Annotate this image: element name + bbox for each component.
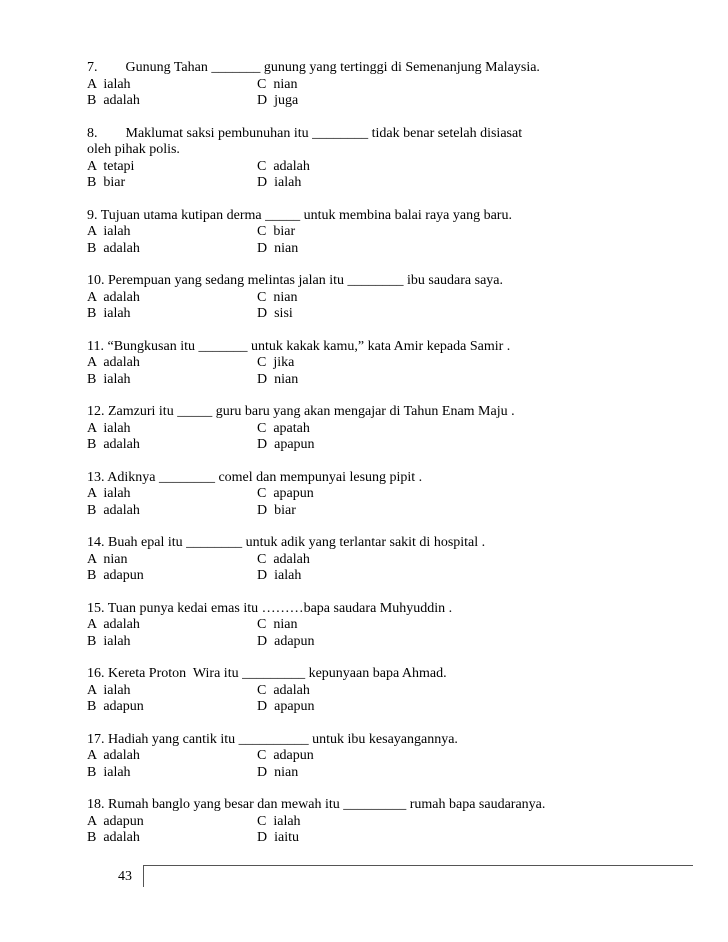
answer-option: A adapun <box>87 813 144 829</box>
option-row <box>87 159 687 176</box>
question-item <box>87 535 687 585</box>
answer-option: C adapun <box>257 748 314 763</box>
footer-separator <box>143 865 144 887</box>
option-row <box>87 437 687 454</box>
option-row <box>87 503 687 520</box>
question-stem: 17. Hadiah yang cantik itu __________ untuk ibu kesayangannya. <box>87 731 458 747</box>
answer-option: C adalah <box>257 551 310 567</box>
question-item <box>87 208 687 258</box>
question-stem: 13. Adiknya ________ comel dan mempunyai lesung pipit . <box>87 469 423 485</box>
answer-option: A tetapi <box>87 158 135 174</box>
option-row <box>87 683 687 700</box>
answer-option: B adapun <box>87 568 144 583</box>
question-stem: 11. “Bungkusan itu _______ untuk kakak kamu,” kata Amir kepada Samir . <box>87 338 511 354</box>
option-row <box>87 814 687 831</box>
answer-option: D juga <box>257 93 299 108</box>
option-row <box>87 568 687 585</box>
option-row <box>87 175 687 192</box>
option-row <box>87 552 687 569</box>
answer-option: C apapun <box>257 486 314 501</box>
answer-option: B adalah <box>87 93 140 108</box>
answer-option: B adapun <box>87 699 144 714</box>
question-stem: 9. Tujuan utama kutipan derma _____ untuk membina balai raya yang baru. <box>87 207 512 223</box>
answer-option: D nian <box>257 371 299 387</box>
option-row <box>87 486 687 503</box>
option-row <box>87 77 687 94</box>
answer-option: A adalah <box>87 355 140 370</box>
question-item <box>87 797 687 847</box>
answer-option: C nian <box>257 76 298 92</box>
answer-option: D apapun <box>257 437 315 452</box>
answer-option: D adapun <box>257 633 315 649</box>
question-item <box>87 601 687 651</box>
question-stem: 8. Maklumat saksi pembunuhan itu ________ tidak benar setelah disiasat oleh pihak polis. <box>87 125 523 157</box>
answer-option: C apatah <box>257 420 310 436</box>
answer-option: D ialah <box>257 175 302 190</box>
question-item <box>87 339 687 389</box>
question-item <box>87 470 687 520</box>
answer-option: B biar <box>87 175 126 190</box>
answer-option: A ialah <box>87 682 131 698</box>
option-row <box>87 617 687 634</box>
answer-option: D biar <box>257 502 296 518</box>
option-row <box>87 355 687 372</box>
answer-option: C adalah <box>257 682 310 698</box>
option-row <box>87 765 687 782</box>
question-stem: 10. Perempuan yang sedang melintas jalan itu ________ ibu saudara saya. <box>87 273 504 288</box>
option-row <box>87 290 687 307</box>
question-item <box>87 273 687 323</box>
answer-option: C adalah <box>257 158 310 174</box>
answer-option: D ialah <box>257 568 302 583</box>
answer-option: D apapun <box>257 699 315 714</box>
answer-option: B ialah <box>87 306 131 321</box>
answer-option: B ialah <box>87 764 131 780</box>
answer-option: D nian <box>257 764 299 780</box>
answer-option: C nian <box>257 617 298 632</box>
answer-option: A ialah <box>87 224 131 239</box>
answer-option: C nian <box>257 289 298 305</box>
option-row <box>87 699 687 716</box>
answer-option: A nian <box>87 551 128 567</box>
answer-option: A ialah <box>87 420 131 436</box>
option-row <box>87 372 687 389</box>
answer-option: C ialah <box>257 813 301 829</box>
answer-option: A adalah <box>87 617 140 632</box>
option-row <box>87 748 687 765</box>
option-row <box>87 830 687 847</box>
answer-option: B adalah <box>87 830 140 845</box>
page-number: 43 <box>118 869 132 884</box>
question-item <box>87 666 687 716</box>
question-stem: 7. Gunung Tahan _______ gunung yang tertinggi di Semenanjung Malaysia. <box>87 60 540 75</box>
question-stem: 15. Tuan punya kedai emas itu ………bapa saudara Muhyuddin . <box>87 600 453 616</box>
answer-option: A ialah <box>87 76 131 92</box>
question-stem: 18. Rumah banglo yang besar dan mewah itu _________ rumah bapa saudaranya. <box>87 797 546 812</box>
option-row <box>87 224 687 241</box>
question-item <box>87 404 687 454</box>
question-list <box>87 60 687 847</box>
answer-option: B ialah <box>87 633 131 649</box>
option-row <box>87 241 687 258</box>
question-stem: 16. Kereta Proton Wira itu _________ kepunyaan bapa Ahmad. <box>87 666 447 681</box>
answer-option: A adalah <box>87 748 140 763</box>
answer-option: C biar <box>257 224 296 239</box>
option-row <box>87 634 687 651</box>
answer-option: B adalah <box>87 502 140 518</box>
question-item <box>87 732 687 782</box>
option-row <box>87 93 687 110</box>
answer-option: D nian <box>257 240 299 256</box>
answer-option: D sisi <box>257 306 293 321</box>
answer-option: B adalah <box>87 240 140 256</box>
option-row <box>87 421 687 438</box>
answer-option: B adalah <box>87 437 140 452</box>
answer-option: A adalah <box>87 289 140 305</box>
question-stem: 12. Zamzuri itu _____ guru baru yang akan mengajar di Tahun Enam Maju . <box>87 404 515 419</box>
question-stem: 14. Buah epal itu ________ untuk adik yang terlantar sakit di hospital . <box>87 535 486 550</box>
answer-option: D iaitu <box>257 830 299 845</box>
option-row <box>87 306 687 323</box>
answer-option: A ialah <box>87 486 131 501</box>
answer-option: B ialah <box>87 371 131 387</box>
footer-rule <box>143 865 693 866</box>
answer-option: C jika <box>257 355 295 370</box>
question-item <box>87 60 687 110</box>
question-item <box>87 126 687 192</box>
